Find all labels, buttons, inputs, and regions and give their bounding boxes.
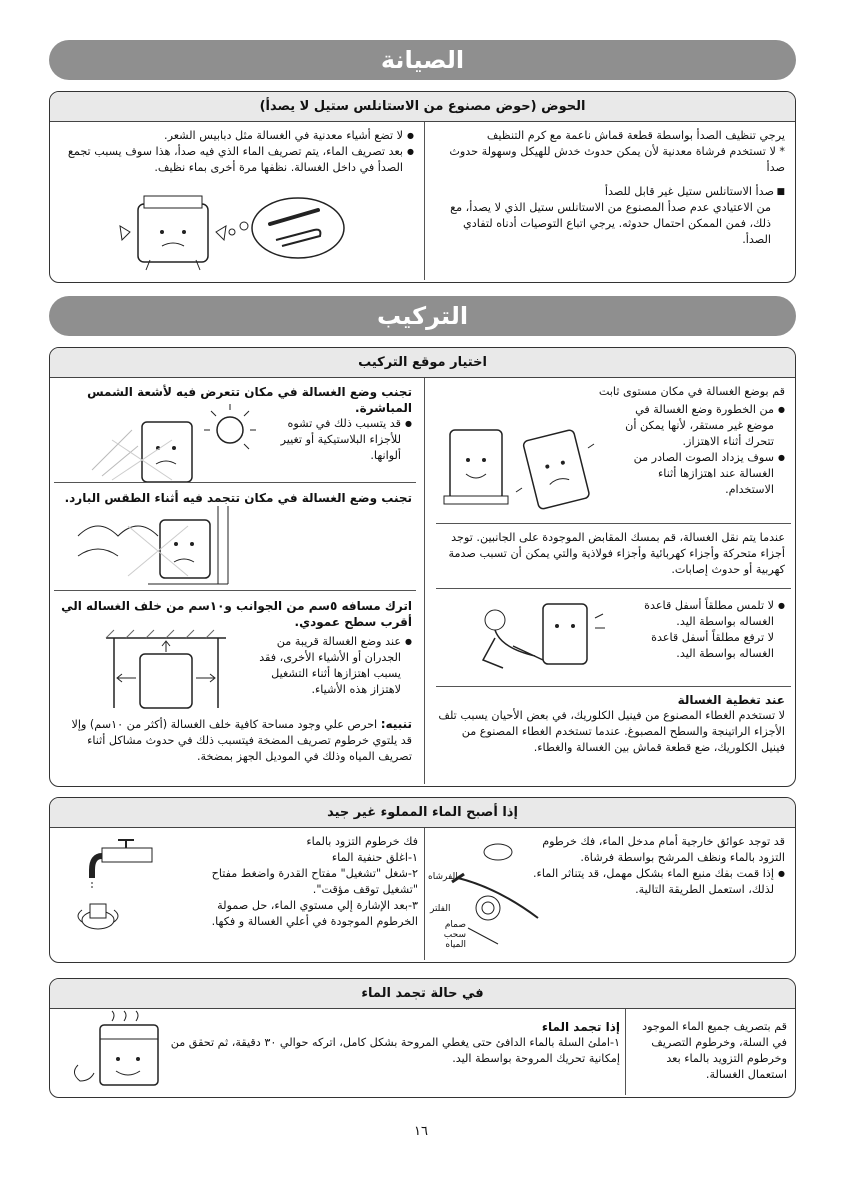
do-not-lift-base: لا ترفع مطلقاً أسفل قاعدة الغساله بواسطة اليد.: [651, 631, 774, 660]
sun-washer-illustration: [72, 410, 272, 486]
freezing-header: في حالة تجمد الماء: [50, 979, 795, 1009]
frozen-water-title: إذا تجمد الماء: [541, 1020, 620, 1034]
clearance-note: [60, 716, 412, 765]
hose-removal-title: فك خرطوم التزود بالماء: [306, 835, 418, 848]
installation-divider: [424, 378, 425, 784]
maintenance-header: الحوض (حوض مصنوع من الاستانلس ستيل لا يصدأ): [50, 92, 795, 122]
rust-proof-body: من الاعتيادي عدم صدأ المصنوع من الاستانلس ستيل الذي لا يصدأ، مع ذلك، فمن الممكن احتمال حدوثه. يرجي اتباع التوصيات أدناه لتفادي الصدأ.: [450, 201, 771, 246]
maintenance-right-column: [435, 128, 785, 248]
level-washer-illustration: [438, 408, 598, 523]
moving-note: عندما يتم نقل الغسالة، قم بمسك المقابض الموجودة على الجانبين. توجد أجزاء متحركة وأجزاء كهربائية وأجزاء فولاذية والتي يمكن أن تسبب صدمة كهربية أو حدوث إصابات.: [448, 531, 785, 576]
frozen-water-body: ١-املئ السلة بالماء الدافئ حتى يغطي المروحة بشكل كامل، اتركه حوالي ٣٠ دقيقة، ثم تحقق من إمكانية تحريك المروحة بواسطة اليد.: [170, 1036, 620, 1065]
freezing-section: [49, 978, 796, 1098]
note-body: احرص علي وجود مساحة كافية خلف الغسالة (أكثر من ١٠سم) وإلا قد يلتوي خرطوم تصريف المضخة فيتسبب ذلك في حدوث مشاكل أثناء تصريف المياه وذلك في الموديل الجهز بمضخة.: [71, 718, 412, 763]
hose-step-2: ٢-شغل "تشغيل" مفتاح القدرة واضغط مفتاح "تشغيل توقف مؤقت".: [211, 867, 418, 896]
cold-weather-illustration: [68, 506, 268, 586]
maintenance-section: [49, 91, 796, 283]
drain-all-water: قم بتصريف جميع الماء الموجود في السلة، وخرطوم التصريف وخرطوم التزويد بالماء بعد استعمال الغسالة.: [642, 1020, 787, 1081]
clearance-warning: ● عند وضع الغسالة قريبة من الجدران أو الأشياء الأخرى، فقد يسبب اهتزازها أثناء التشغيل لاهتزاز هذه الأشياء.: [242, 634, 412, 698]
note-label: تنبيه:: [380, 717, 412, 731]
installation-header: اختيار موقع التركيب: [50, 348, 795, 378]
hose-step-3: ٣-بعد الإشارة إلي مستوي الماء، حل صمولة الخرطوم الموجودة في أعلي الغسالة و فكها.: [211, 899, 418, 928]
sunlight-title: تجنب وضع الغسالة في مكان تتعرض فيه لأشعة الشمس المباشرة.: [87, 385, 412, 415]
brush-warning: * لا تستخدم فرشاة معدنية لأن يمكن حدوث خدش للهيكل وسهولة حدوث صدأ: [449, 145, 785, 174]
do-not-touch-base: ● لا تلمس مطلقاً أسفل قاعدة الغساله بواسطة اليد.: [635, 598, 785, 630]
installation-title: التركيب: [376, 302, 469, 330]
rust-proof-title: ■ صدأ الاستانلس ستيل غير قابل للصدأ: [435, 184, 785, 200]
install-right-sep-1: [436, 523, 791, 524]
wall-clearance-illustration: [106, 630, 226, 710]
filter-cleaning-block: [530, 834, 785, 898]
lifting-person-illustration: [455, 598, 635, 678]
install-right-sep-2: [436, 588, 791, 589]
water-supply-divider: [424, 828, 425, 960]
valve-label: صمام سحب المياه: [443, 920, 466, 950]
maintenance-left-column: [64, 128, 414, 176]
filter-label: الفلتر: [430, 904, 451, 914]
metal-objects-warning: ● لا تضع أشياء معدنية في الغسالة مثل دبابيس الشعر.: [64, 128, 414, 144]
hose-removal-block: [178, 834, 418, 930]
washer-hairpin-illustration: [100, 192, 350, 277]
sunlight-warning: ● قد يتسبب ذلك في تشوه للأجزاء البلاستيكية أو تغيير ألوانها.: [272, 416, 412, 464]
cover-body: لا تستخدم الغطاء المصنوع من فينيل الكلوريك، في بعض الأحيان يسبب تلف الأجزاء الراتينجة والسطح المصبوغ. عندما تستخدم الغطاء المصنوع من فينيل الكلوريك، ضع قطعة قماش بين الغسالة والغطاء.: [438, 709, 785, 754]
rust-drain-note: ● بعد تصريف الماء، يتم تصريف الماء الذي فيه صدأ، هذا سوف يسبب تجمع الصدأ في داخل الغسالة. نظفها مرة أخرى بماء نظيف.: [64, 144, 414, 176]
water-supply-section: [49, 797, 796, 963]
brush-label: الفرشاه: [428, 872, 458, 882]
water-supply-header: إذا أصبح الماء المملوء غير جيد: [50, 798, 795, 828]
hose-step-1: ١-اغلق حنفية الماء: [331, 851, 418, 864]
install-right-sep-3: [436, 686, 791, 687]
freezing-divider: [625, 1009, 626, 1095]
page-number: ١٦: [414, 1124, 428, 1139]
frozen-water-block: [170, 1019, 620, 1067]
install-left-sep-2: [54, 590, 416, 591]
level-place-intro: قم بوضع الغسالة في مكان مستوى ثابت: [598, 385, 785, 398]
installation-banner: [49, 296, 796, 336]
clean-rust-text: يرجي تنظيف الصدأ بواسطة قطعة قماش ناعمة مع كرم التنظيف: [486, 129, 785, 142]
maintenance-divider: [424, 122, 425, 280]
noise-warning: ● سوف يزداد الصوت الصادر من الغسالة عند اهتزازها أثناء الاستخدام.: [610, 450, 785, 498]
base-warning-block: [635, 598, 785, 662]
freezing-place-title: تجنب وضع الغسالة في مكان تتجمد فيه أثناء الطقس البارد.: [64, 491, 412, 505]
tap-hose-illustration: [66, 838, 166, 938]
installation-section: [49, 347, 796, 787]
clearance-title: اترك مسافه ٥سم من الجوانب و١٠سم من خلف الغساله الي أقرب سطح عمودي.: [61, 599, 412, 629]
filter-cleaning-text: قد توجد عوائق خارجية أمام مدخل الماء، فك خرطوم التزود بالماء ونظف المرشح بواسطة فرشاة.: [542, 835, 785, 864]
unstable-warning: ● من الخطورة وضع الغسالة في موضع غير مستقر، لأنها يمكن أن تتحرك أثناء الاهتزاز.: [610, 402, 785, 450]
water-splash-warning: ● إذا قمت بفك منبع الماء بشكل مهمل، قد يتناثر الماء. لذلك، استعمل الطريقة التالية.: [530, 866, 785, 898]
cover-block: [437, 692, 785, 756]
maintenance-banner: [49, 40, 796, 80]
cover-title: عند تغطية الغسالة: [677, 693, 785, 707]
maintenance-title: الصيانة: [380, 46, 465, 74]
warm-water-illustration: [62, 1015, 172, 1091]
install-left-sep-1: [54, 482, 416, 483]
